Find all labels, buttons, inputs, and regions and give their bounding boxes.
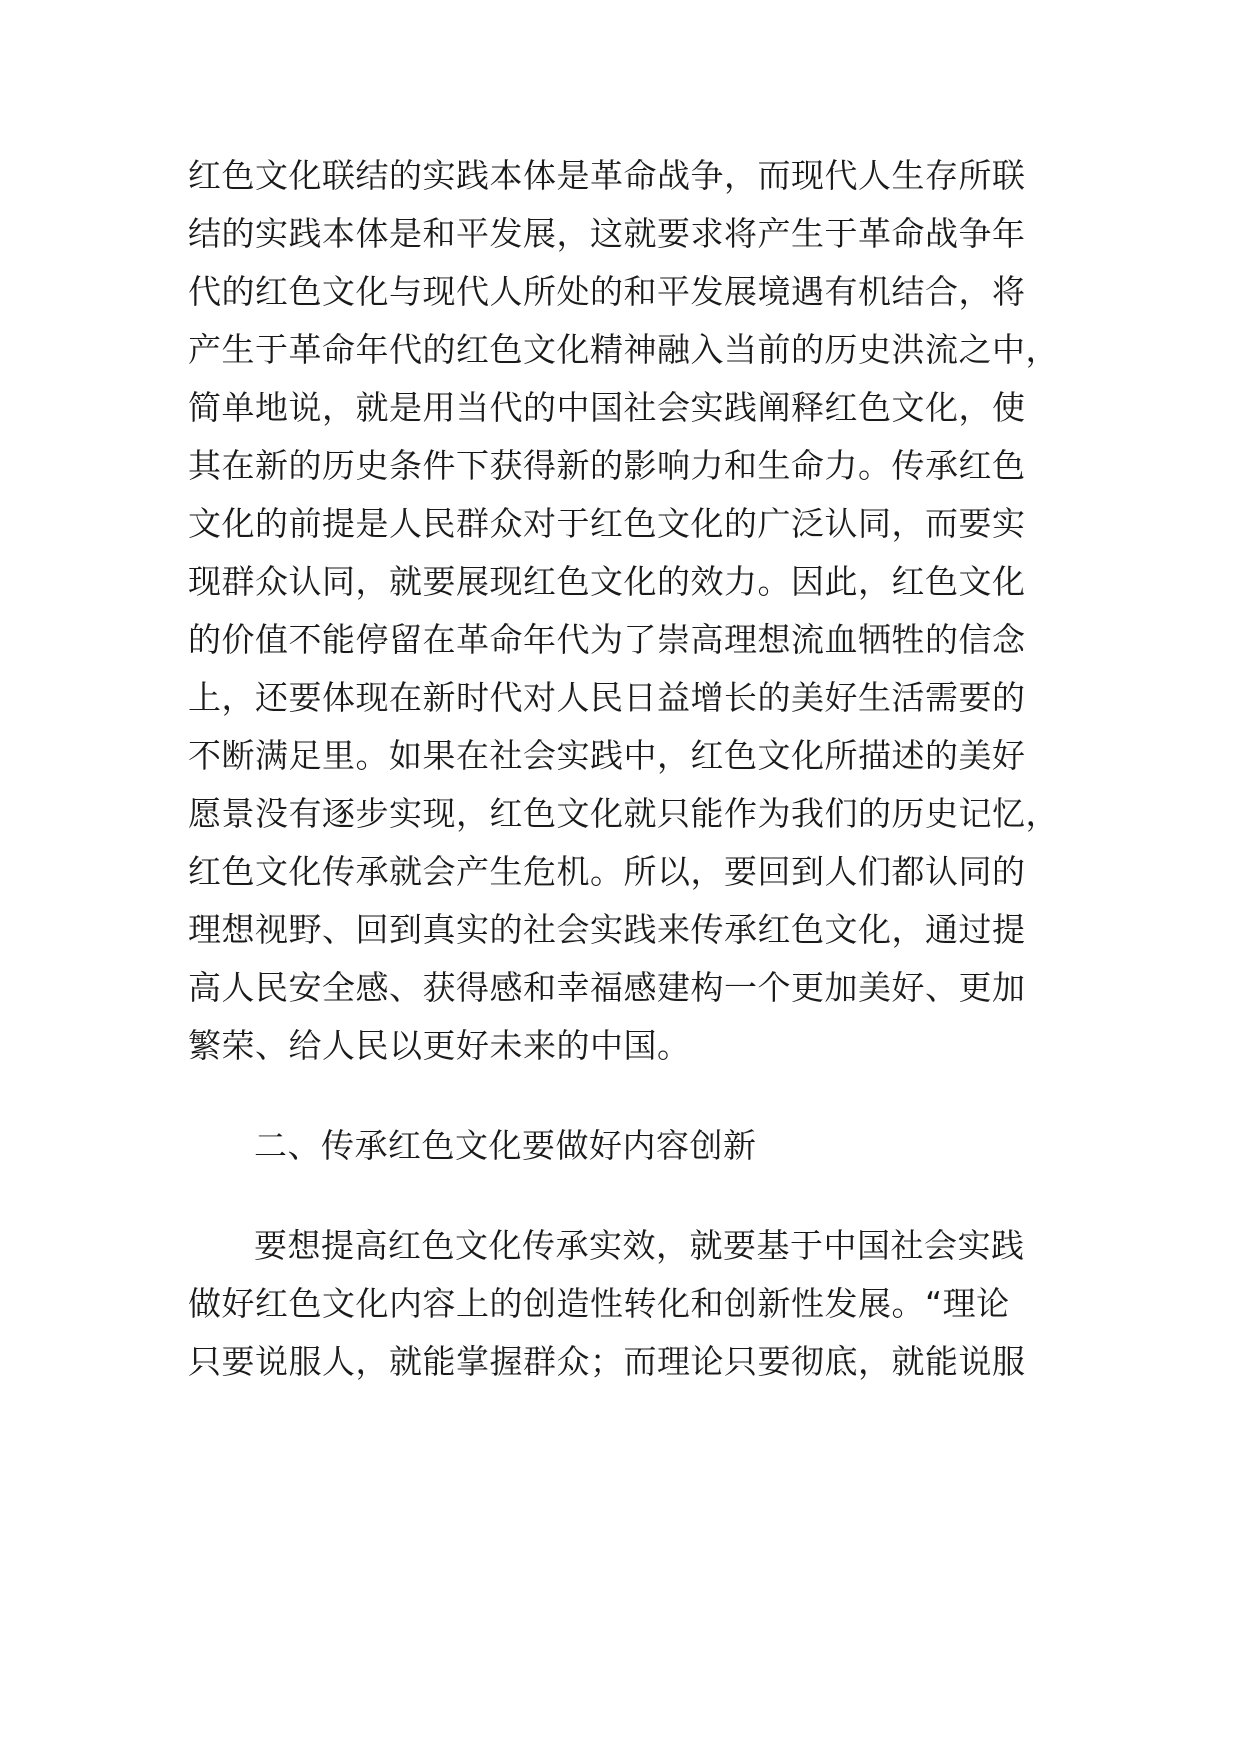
paragraph-line: 不断满足里。如果在社会实践中，红色文化所描述的美好	[188, 736, 1026, 775]
paragraph-line: 愿景没有逐步实现，红色文化就只能作为我们的历史记忆，	[188, 794, 1059, 833]
paragraph-line: 文化的前提是人民群众对于红色文化的广泛认同，而要实	[188, 504, 1026, 543]
paragraph-line: 现群众认同，就要展现红色文化的效力。因此，红色文化	[188, 562, 1026, 601]
paragraph-line: 结的实践本体是和平发展，这就要求将产生于革命战争年	[188, 214, 1026, 253]
paragraph-line: 的价值不能停留在革命年代为了崇高理想流血牺牲的信念	[188, 620, 1026, 659]
paragraph-line: 代的红色文化与现代人所处的和平发展境遇有机结合，将	[188, 272, 1026, 311]
paragraph-line: 高人民安全感、获得感和幸福感建构一个更加美好、更加	[188, 968, 1026, 1007]
paragraph-line: 红色文化传承就会产生危机。所以，要回到人们都认同的	[188, 852, 1026, 891]
paragraph-line: 做好红色文化内容上的创造性转化和创新性发展。“理论	[188, 1284, 1010, 1323]
section-heading: 二、传承红色文化要做好内容创新	[254, 1126, 757, 1165]
paragraph-line: 只要说服人，就能掌握群众；而理论只要彻底，就能说服	[188, 1342, 1026, 1381]
paragraph-line: 红色文化联结的实践本体是革命战争，而现代人生存所联	[188, 156, 1026, 195]
paragraph-line: 产生于革命年代的红色文化精神融入当前的历史洪流之中，	[188, 330, 1059, 369]
paragraph-line: 繁荣、给人民以更好未来的中国。	[188, 1026, 691, 1065]
paragraph-line: 简单地说，就是用当代的中国社会实践阐释红色文化，使	[188, 388, 1026, 427]
paragraph-line: 理想视野、回到真实的社会实践来传承红色文化，通过提	[188, 910, 1026, 949]
paragraph-line: 其在新的历史条件下获得新的影响力和生命力。传承红色	[188, 446, 1026, 485]
paragraph-line: 要想提高红色文化传承实效，就要基于中国社会实践	[254, 1226, 1025, 1265]
paragraph-line: 上，还要体现在新时代对人民日益增长的美好生活需要的	[188, 678, 1026, 717]
